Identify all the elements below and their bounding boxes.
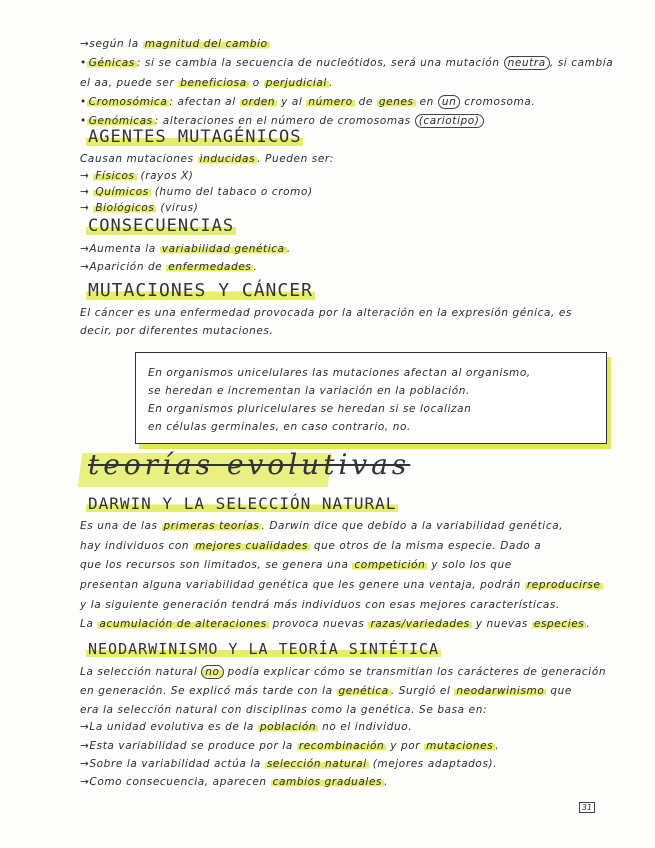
highlight: Génicas (88, 57, 135, 69)
heading-text: AGENTES MUTAGÉNICOS (88, 127, 302, 147)
text: (rayos X) (136, 170, 194, 182)
note-line (80, 243, 291, 255)
heading-text: NEODARWINISMO Y LA TEORÍA SINTÉTICA (88, 640, 440, 658)
note-line (80, 115, 484, 127)
text: . Darwin dice que debido a la variabilidad genética, (261, 520, 564, 532)
text: Causan mutaciones (80, 153, 198, 165)
note-line (80, 776, 388, 788)
box-line: En organismos pluricelulares se heredan si se localizan (148, 403, 472, 415)
text: . (384, 776, 389, 788)
highlight: selección natural (266, 758, 367, 770)
text: presentan alguna variabilidad genética que les genere una ventaja, podrán (80, 579, 525, 591)
note-line (80, 579, 603, 591)
note-line (80, 704, 487, 716)
circled-word: un (438, 95, 461, 109)
text: • (80, 57, 87, 69)
note-line (80, 153, 334, 165)
note-line (80, 559, 512, 571)
page-number: 31 (579, 802, 595, 813)
highlight: población (259, 721, 317, 733)
text: . Pueden ser: (257, 153, 334, 165)
text: →según la (80, 38, 143, 50)
text: que otros de la misma especie. Dado a (309, 540, 542, 552)
note-line (80, 57, 613, 69)
text: →Aumenta la (80, 243, 160, 255)
text: →La unidad evolutiva es de la (80, 721, 258, 733)
highlight: neodarwinismo (456, 685, 545, 697)
page-title: teorías evolutivas (88, 448, 411, 481)
highlight: genética (338, 685, 389, 697)
section-heading (86, 216, 236, 236)
text: y al (277, 96, 307, 108)
text: : alteraciones en el número de cromosomas (154, 115, 415, 127)
highlight: enfermedades (168, 261, 252, 273)
highlight: variabilidad genética (161, 243, 285, 255)
text: de (354, 96, 377, 108)
note-line: decir, por diferentes mutaciones. (80, 325, 274, 337)
note-box (135, 352, 607, 444)
text: →Aparición de (80, 261, 167, 273)
text: en (415, 96, 438, 108)
text: →Sobre la variabilidad actúa la (80, 758, 265, 770)
highlight: Cromosómica (88, 96, 168, 108)
note-line (80, 666, 606, 678)
text: no el individuo. (318, 721, 413, 733)
highlight: Biológicos (95, 202, 155, 214)
text: . (586, 618, 591, 630)
section-heading (86, 640, 441, 658)
note-line (80, 599, 560, 611)
section-heading (86, 127, 303, 147)
highlight: perjudicial (265, 77, 327, 89)
note-line (80, 96, 535, 108)
highlight: genes (378, 96, 414, 108)
highlight: magnitud del cambio (144, 38, 268, 50)
heading-text: MUTACIONES Y CÁNCER (88, 280, 313, 301)
note-line (80, 758, 497, 770)
highlight: razas/variedades (370, 618, 470, 630)
text: → (80, 186, 94, 198)
text: (humo del tabaco o cromo) (150, 186, 313, 198)
text: . (253, 261, 258, 273)
highlight: Físicos (95, 170, 135, 182)
text: y la siguiente generación tendrá más individuos con esas mejores características. (80, 599, 560, 611)
note-line (80, 685, 572, 697)
text: (mejores adaptados). (368, 758, 498, 770)
text: hay individuos con (80, 540, 194, 552)
highlight: competición (354, 559, 426, 571)
circled-word: neutra (504, 56, 550, 70)
highlight: acumulación de alteraciones (99, 618, 267, 630)
text: y por (386, 740, 425, 752)
text: La selección natural (80, 666, 202, 678)
text: . Surgió el (390, 685, 455, 697)
circled-word: no (201, 665, 223, 679)
text: → (80, 170, 94, 182)
text: : afectan al (169, 96, 240, 108)
text: → (80, 202, 94, 214)
text: podía explicar cómo se transmitían los carácteres de generación (223, 666, 607, 678)
text: provoca nuevas (268, 618, 369, 630)
note-line (80, 38, 270, 50)
text: : si se cambia la secuencia de nucleótidos, será una mutación (136, 57, 504, 69)
text: cromosoma. (460, 96, 536, 108)
highlight: mejores cualidades (195, 540, 308, 552)
text: • (80, 115, 87, 127)
highlight: cambios graduales (272, 776, 383, 788)
text: . (328, 77, 333, 89)
box-line: en células germinales, en caso contrario, no. (148, 421, 411, 433)
text: La (80, 618, 98, 630)
note-line (80, 186, 313, 198)
box-line: En organismos unicelulares las mutaciones afectan al organismo, (148, 367, 531, 379)
note-line (80, 721, 412, 733)
text: que los recursos son limitados, se genera una (80, 559, 353, 571)
text: , si cambia (549, 57, 614, 69)
text: . (495, 740, 500, 752)
highlight: mutaciones (426, 740, 494, 752)
note-line (80, 540, 541, 552)
note-line (80, 520, 563, 532)
text: Es una de las (80, 520, 162, 532)
text: o (248, 77, 264, 89)
text: . (286, 243, 291, 255)
note-line (80, 77, 333, 89)
text: en generación. Se explicó más tarde con la (80, 685, 337, 697)
heading-text: CONSECUENCIAS (88, 216, 235, 236)
note-line (80, 170, 193, 182)
text: y solo los que (427, 559, 512, 571)
highlight: inducidas (199, 153, 256, 165)
highlight: primeras teorías (163, 520, 260, 532)
highlight: reproducirse (526, 579, 601, 591)
text: →Esta variabilidad se produce por la (80, 740, 297, 752)
heading-text: DARWIN Y LA SELECCIÓN NATURAL (88, 494, 397, 513)
box-line: se heredan e incrementan la variación en la población. (148, 385, 470, 397)
highlight: recombinación (298, 740, 385, 752)
section-heading (86, 280, 315, 301)
highlight: especies (533, 618, 585, 630)
text: (virus) (156, 202, 199, 214)
circled-word: (cariotipo) (415, 114, 484, 128)
highlight: número (308, 96, 353, 108)
text: que (546, 685, 572, 697)
text: y nuevas (471, 618, 532, 630)
note-line (80, 202, 198, 214)
note-line (80, 740, 499, 752)
note-line (80, 261, 257, 273)
section-heading (86, 494, 398, 513)
highlight: Químicos (95, 186, 149, 198)
note-line (80, 618, 590, 630)
highlight: Genómicas (88, 115, 153, 127)
text: • (80, 96, 87, 108)
highlight: orden (241, 96, 276, 108)
text: el aa, puede ser (80, 77, 179, 89)
text: →Como consecuencia, aparecen (80, 776, 271, 788)
text: era la selección natural con disciplinas como la genética. Se basa en: (80, 704, 488, 716)
highlight: beneficiosa (180, 77, 247, 89)
note-line: El cáncer es una enfermedad provocada por la alteración en la expresión génica, es (80, 307, 573, 319)
